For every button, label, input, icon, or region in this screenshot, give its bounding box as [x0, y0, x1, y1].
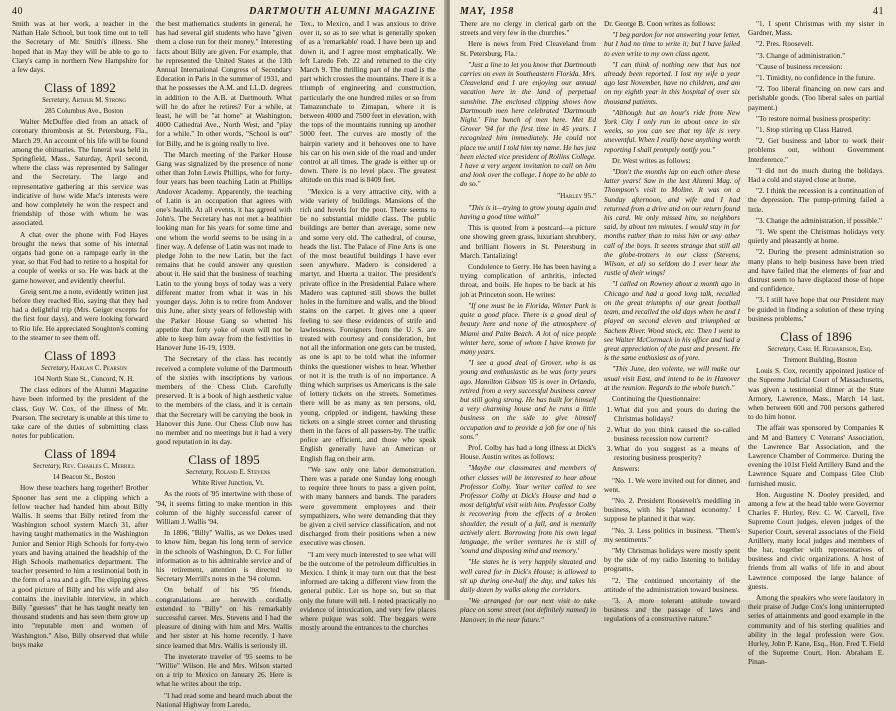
paragraph: The inveterate traveler of '95 seems to be "Willie" Wilson. He and Mrs. Wilson started on a trip to Mexico on January 26. Here is what he writes about the trip. [156, 651, 292, 689]
paragraph: Smith was at her work, a teacher in the Nathan Hale School, but took time out to tell the Secretary of Mr. Smith's illness. She hoped that in May they will be able to go to Clary's camp in northern New Hampshire for a few days. [12, 19, 148, 75]
paragraph: As the roots of '95 intertwine with those of '94, it seems fitting to make mention in this column of the highly successful career of William J. Wallis '94. [156, 489, 292, 526]
right-column-2 [604, 19, 740, 669]
paragraph: There are no clergy in clerical garb on the streets and very few in the churches." [460, 19, 596, 38]
paragraph: Louis S. Cox, recently appointed justice of the Supreme Judicial Court of Massachusetts, was given a testimonial dinner at the State Armory, Lawrence, Mass., March 14 last, when between 600 and 700 persons gathered to do him honor. [748, 366, 884, 422]
quoted-letter: "I beg pardon for not answering your letter, but I had no time to write it; but I have failed to even write to my own class agent. [604, 30, 740, 58]
quoted-letter: "This is it—trying to grow young again and having a good time withal" [460, 202, 596, 222]
quoted-letter: "If one must be in Florida, Winter Park is quite a good place. There is a good deal of beauty here and none of the atmosphere of Miami and Palm Beach. A lot of nice people winter here, some of whom I have known for many years. [460, 300, 596, 356]
paragraph: On behalf of his '95 friends, congratulations are herewith cordially extended to "Billy" on his remarkably successful career. Mrs. Stevens and I had the pleasure of dining with him and Mrs. Wallis and her sister at his home recently. I have since learned that Mrs. Wallis is seriously ill. [156, 585, 292, 650]
class-address: 104 North State St., Concord, N. H. [33, 374, 135, 383]
quoted-letter: "This June, deo volente, we will make our usual visit East, and intend to be in Hanover at the reunion. Regards to the whole bunch." [604, 364, 740, 392]
answer: "3. Change the administration, if possible." [756, 215, 882, 225]
answer: "2. Too liberal financing on new cars and perishable goods. (Too liberal sales on partial payment.) [748, 84, 884, 112]
class-address: 14 Beacon St., Boston [52, 472, 116, 481]
quoted-letter: "We arranged for our next visit to take place on some street (not definitely named) in Hanover, in the near future." [460, 596, 596, 624]
class-secretary: Secretary, Arthur M. Strong [42, 96, 126, 105]
left-page-number: 40 [12, 6, 23, 17]
right-page [450, 0, 896, 667]
answer: "2. During the present administration so many plans to help business have been tried and have failed that the elements of fear and distrust seem to have displaced those of hope and confidence. [748, 247, 884, 294]
right-page-number: 41 [873, 6, 884, 17]
paragraph: "We saw only one labor demonstration. There was a parade one Sunday long enough to require three hours to pass a given point, with many banners and bands. The paraders were government employees and their sympathizers, who were demanding that they be given a civil service classification, and not discharged from their positions when a new executive was chosen. [300, 464, 436, 548]
class-secretary: Secretary, Harlan C. Pearson [41, 364, 127, 373]
quoted-letter: "Although but an hour's ride from New York City I only run in about once in six weeks, so you can see that my life is very uneventful. When I really have anything worth reporting I shall promptly notify you." [604, 107, 740, 154]
quoted-letter: "Don't the months lap on each other these latter years! Saw in the last Alumni Mag. of Thompson's visit to Moline. It was on a Sunday afternoon, and wife and I had returned from a drive and on our return found his card. We only missed him, so neighbors said, by about ten minutes. I would stay in for months rather than to miss him or any other call of the boys. It seems strange that still all the globe-trotters in our class (Stevens, Wilson, et al) so seldom do I ever hear the rustle of their wings! [604, 167, 740, 278]
left-page [0, 0, 446, 709]
question-item: 2. What do you think caused the so-called business recession now current? [614, 425, 740, 443]
answer: "No. 2. President Roosevelt's meddling in business, with his 'planned economy.' I suppose he planned it that way. [604, 495, 740, 524]
answer: "2. Pres. Roosevelt. [756, 39, 814, 49]
answer: "Cause of business recession: [756, 61, 843, 71]
answer: "1. Stop stirring up Class Hatred. [756, 125, 853, 135]
letter-signature: "Harley 95." [557, 190, 596, 200]
paragraph: A chat over the phone with Fod Hayes brought the news that some of his internal organs had gone on a rampage early in the year, so that Fod had to retire to a hospital for a couple of weeks or so. He was back at the game however, and evidently cheerful. [12, 229, 148, 285]
quoted-letter: "I can think of nothing new that has not already been reported. I lost my wife a year ago last November, have no children, and am on my eighth year in this hospital of over six thousand patients. [604, 59, 740, 106]
quoted-letter: "Just a line to let you know that Dartmouth carries on even in Southeastern Florida. Mrs. Cleaveland and I are enjoying our annual vacation here in the land of perpetual sunshine. The enclosed clipping shows how Dartmouth men here celebrated 'Dartmouth Night.' Fine bunch of men here. Met Ed Grover '94 for the first time in 45 years. I recognized him immediately. He could not place me until I told him my name. He has just been elected vice president of Rollins College. I have a very urgent invitation to call on him and look over the college. I hope to be able to do so." [460, 59, 596, 189]
right-column-3 [748, 19, 884, 669]
left-column-2 [156, 19, 292, 711]
answer: "3. I still have hope that our President may be guided in finding a solution of these trying business problems." [748, 295, 884, 323]
right-running-head [460, 6, 884, 17]
class-heading-1896: Class of 1896 [780, 329, 852, 345]
class-heading-1894: Class of 1894 [44, 446, 116, 462]
answer: "No. 3. Less politics in business. "Them's my sentiments." [604, 525, 740, 544]
paragraph: Greig sent me a note, evidently written just before they reached Rio, saying that they had had a delightful trip (Mrs. Geiger excepts for the first four days), and were looking forward to Rio life. He appreciated Soughton's coming to the steamer to see them off. [12, 286, 148, 342]
answer: "To restore normal business prosperity: [756, 113, 871, 123]
paragraph: Here is news from Fred Cleaveland from St. Petersburg, Fla.: [460, 39, 596, 58]
paragraph: The March meeting of the Parker House Gang was signalized by the presence of none other than John Lewis Phillips, who for forty-four years has been teaching Latin at Phillips Andover Academy. Apparently, the teaching of Latin is an occupation that agrees with one's health. At all events, it has agreed with John's. The Secretary has not met a healthier looking man for his years for some time and one whom the world seems to be using in a finer way. A defense of Latin was not made to pledge John to the new Latin, but the fact remains that he could answer any question about it. He said that the business of teaching Latin to the young boys of today was a very different matter from what it was in his younger days. John is to retire from Andover this June, after sixty years of fellowship with the Parker House Gang so whetted his appetite that forty yoke of oxen will not be able to keep him away from the festivities in Hanover June 16-19, 1939. [156, 149, 292, 353]
class-heading-1895: Class of 1895 [188, 452, 260, 468]
answer: "My Christmas holidays were mostly spent by the side of my radio listening to holiday programs. [604, 545, 740, 574]
paragraph: Continuing the Questionnaire: [612, 393, 701, 403]
paragraph: Hon. Augustine N. Dooley presided, and among a few at the head table were Governor Charles F. Hurley, Rev. C. W. Carvell, five Supreme Court judges, eleven judges of the Superior Court, several associates of the Field Artillery, many local judges and members of the bar, together with representatives of business and civic organizations. A host of friends from all walks of life in and about Lawrence composed the large balance of guests. [748, 489, 884, 591]
quoted-letter: "Maybe our classmates and members of other classes will be interested to hear about Professor Colby. Your writer called to see Professor Colby at Dick's House and had a most delightful visit with him. Professor Colby is recovering from the effects of a broken shoulder, the result of a fall, and is mentally actively alert. Borrowing from his own legal language, the writer ventures he is still of 'sound and disposing mind and memory.' [460, 463, 596, 556]
answer: "1. I spent Christmas with my sister in Gardner, Mass. [748, 19, 884, 38]
paragraph: "I had read some and heard much about the National Highway from Laredo, [156, 690, 292, 709]
paragraph: This is quoted from a postcard—a picture one showing green grass, luxuriant shrubbery, and brilliant flowers in St. Petersburg in March. Tantalizing! [460, 223, 596, 260]
paragraph: The Secretary of the class has recently received a complete volume of the Dartmouth of the sixties with inscriptions by various members of the Chess Club. Carefully preserved. It is a book of high aesthetic value to the members of the class, and it is certain that the Secretary will be carrying the book in Hanover this June. Our Chess Club now has no member and no meetings but it had a very good reputation in its day. [156, 354, 292, 447]
paragraph: The affair was sponsored by Companies K and M and Battery C Veterans' Association, the Lawrence Bar Association, and the Lawrence Chamber of Commerce. During the evening the 101st Field Artillery Band and the Lawrence Square and Compass Glee Club furnished music. [748, 423, 884, 488]
left-column-1 [12, 19, 148, 711]
class-address: Tremont Building, Boston [783, 355, 857, 364]
answer: "1. Timidity, no confidence in the future. [756, 73, 876, 83]
left-column-3 [300, 19, 436, 711]
paragraph: Prof. Colby has had a long illness at Dick's House. Austin writes as follows: [460, 442, 596, 462]
class-heading-1893: Class of 1893 [44, 348, 116, 364]
class-heading-1892: Class of 1892 [44, 80, 116, 96]
paragraph: Dr. West writes as follows: [612, 155, 691, 165]
paragraph: the best mathematics students in general, he has had several girl students who have "given them a close run for their money." Interesting facts about Billy are given. For example, that he represented the United States at the 13th Annual International Congress of Secondary Education in Paris in the summer of 1931, and that he possesses the A.M. and LL.D. degrees in addition to the A.B. at Dartmouth. What will he do after he retires? For a while, at least, he will be "at home" at Washington, 4000 Cathedral Ave., North West, and "play for a while." In other words, "School is out" for Billy, and he is going really to live. [156, 19, 292, 148]
magazine-title: DARTMOUTH ALUMNI MAGAZINE [249, 6, 436, 17]
answer: "1. We spent the Christmas holidays very quietly and pleasantly at home. [748, 227, 884, 246]
paragraph: Walter McDuffee died from an attack of coronary thrombosis at St. Petersburg, Fla., March 29. An account of his life will be found among the obituaries. The funeral was held in Springfield, Mass., Saturday, April second, where the class was represented by Salinger and the Secretary. The large and representative gathering at this service was indicative of how wide Mac's interests were and how completely he won the respect and friendship of those with whom he was associated. [12, 117, 148, 228]
paragraph: Answers: [612, 464, 640, 474]
answer: "2. Get business and labor to work their problems out, without Government Interference." [748, 136, 884, 164]
class-address: White River Junction, Vt. [192, 478, 264, 487]
paragraph: Tex., to Mexico, and I was anxious to drive over it, so as to see what is generally spoken of as a 'remarkable' road. I have been up and down it, and I agree most emphatically. We left Laredo Feb. 22 and returned to the city March 9. The thrilling part of the road is the part which crosses the mountains. There it is a triumph of engineering and construction, particularly the one hundred miles or so from Tamazunchale to Zimapan, where it is between 4000 and 7500 feet in elevation, with the tops of the mountains running up another 5000 feet. The curves are mostly of the hairpin variety and it behooves one to have his car on his own side of the road and under control at all times. The grade is either up or down. There is no level place. The greatest altitude on this road is 8409 feet. [300, 19, 436, 185]
answer: "3. Change of administration." [756, 50, 846, 60]
class-address: 285 Columbus Ave., Boston [44, 106, 124, 115]
answer: "I did not do much during the holidays. Had a cold and stayed close at home. [748, 165, 884, 185]
paragraph: Dr. George B. Coon writes as follows: [604, 19, 716, 28]
answer: "No. 1. We were invited out for dinner, and went. [604, 475, 740, 494]
right-column-1 [460, 19, 596, 669]
answer: "2. I think the recession is a continuation of the depression. The pump-priming failed a little. [748, 186, 884, 214]
paragraph: "I am very much interested to see what will be the outcome of the petroleum difficulties in Mexico. I think it may turn out that the best informed are taking a different view from the general public. Let us hope so, but so that only the future will tell. I noted practically no evidence of intoxication, and very few places where pulque was sold. The beggars were mostly around the entrances to the churches [300, 549, 436, 633]
issue-date: MAY, 1958 [460, 6, 515, 17]
class-secretary: Secretary, Carl H. Richardson, Esq. [767, 345, 873, 354]
paragraph: Condolence to Gerry. He has been having a trying complication of arthritis, infected throat, and boils. He hopes to be back at his job at Princeton soon. He writes: [460, 262, 596, 299]
paragraph: The class editors of the Alumni Magazine have been informed by the president of the class, Guy W. Cox, of the illness of Mr. Pearson. The secretary is unable at this time to take care of the duties of submitting class notes for publication. [12, 385, 148, 441]
answer: "2. The continued uncertainty of the attitude of the administration toward business. [604, 575, 740, 594]
question-item: 1. What did you and yours do during the Christmas holidays? [614, 405, 740, 423]
paragraph: In 1896, "Billy" Wallis, as we Dekes used to know him, began his long term of service in the schools of Washington, D. C. For fuller information as to his admirable service and of his retirement, attention is directed to Secretary Merrill's notes in the '94 column. [156, 528, 292, 584]
answer: "3. A more tolerant attitude toward business and the passage of laws and regulations of a constructive nature." [604, 595, 740, 624]
paragraph: "Mexico is a very attractive city, with a wide variety of buildings. Mansions of the rich and hovels for the poor. There seems to be no substantial middle class. The public buildings are better than average, some new and some very old. The cathedral, of course, heads the list. The Palace of Fine Arts is one of the most beautiful buildings I have ever seen anywhere. Madero is considered a martyr, and Huerta a traitor. The president's private office in the Presidential Palace where Madero was captured still shows the bullet holes in the furniture and walls, and the blood stains on the carpet. It gives one a queer feeling to see these evidences of strife and lawlessness. Foreigners from the U. S. are treated with courtesy and consideration, but not all the information one gets can be trusted, as one is apt to be told what the informer thinks the questioner wishes to hear. Whether or not it is the truth is of no importance. A thing which surprises us Americans is the sale of lottery tickets on the streets. Sometimes there will be as many as ten persons, old, young, crippled or indigent, hawking these tickets on a single street corner and thrusting them in the faces of all passers-by. The traffic police are efficient, and those who speak English generally have an American or English flag on their arm. [300, 186, 436, 463]
quoted-letter: "I called on Rowney about a month ago in Chicago and had a good long talk, recalled on the great triumphs of our great football team, and recalled the old days when he and I played on second eleven and triumphed at Sachem River. Wood stock, etc. Then I went to see Walter McCormack in his office and had a great appreciation of the past and present. He is the same enthusiast as of yore. [604, 279, 740, 363]
quoted-letter: "He states he is very happily situated and well cared for in Dick's House; is allowed to sit up during one-half the day, and takes his daily dozen by walks along the corridors. [460, 557, 596, 594]
questionnaire-list [604, 405, 740, 462]
class-secretary: Secretary, Roland E. Stevens [185, 468, 271, 477]
paragraph: Among the speakers who were laudatory in their praise of Judge Cox's long uninterrupted series of attainments and good example in the community and of his sterling qualities and ability in the legal profession were Gov. Hurley, John P. Kane, Esq., Hon. Fred T. Field of the Supreme Court, Hon. Abraham E. Pinan- [748, 592, 884, 667]
quoted-letter: "I see a good deal of Grover, who is as young and enthusiastic as he was forty years ago. Hamilton Gibson '05 is over in Orlando, retired from a very successful business career but still going strong. He has built for himself a very charming house and he runs a little business on the side to give himself occupation and to provide a job for one of his sons." [460, 358, 596, 441]
left-running-head [12, 6, 436, 17]
question-item: 3. What do you suggest as a means of restoring business prosperity? [614, 444, 740, 462]
class-secretary: Secretary, Rev. Charles C. Merrill [32, 462, 136, 471]
paragraph: How these teachers hang together! Brother Spooner has sent me a clipping which a fellow teacher had handed him about Billy Wallis. It seems that Billy retired from the Washington school system March 31, after having taught mathematics in the Washington Junior and Senior High Schools for forty-two years and having attained the headship of the High Schools mathematics department. The teacher presented to him a testimonial both in the form of a tea and a gift. The clipping gives a good picture of Billy and his wife and also contains the inevitable interview, in which Billy "guesses" that he has taught nearly ten thousand students and has seen them grow up into "reputable men and women of Washington." Also, Billy observed that while boys make [12, 483, 148, 649]
